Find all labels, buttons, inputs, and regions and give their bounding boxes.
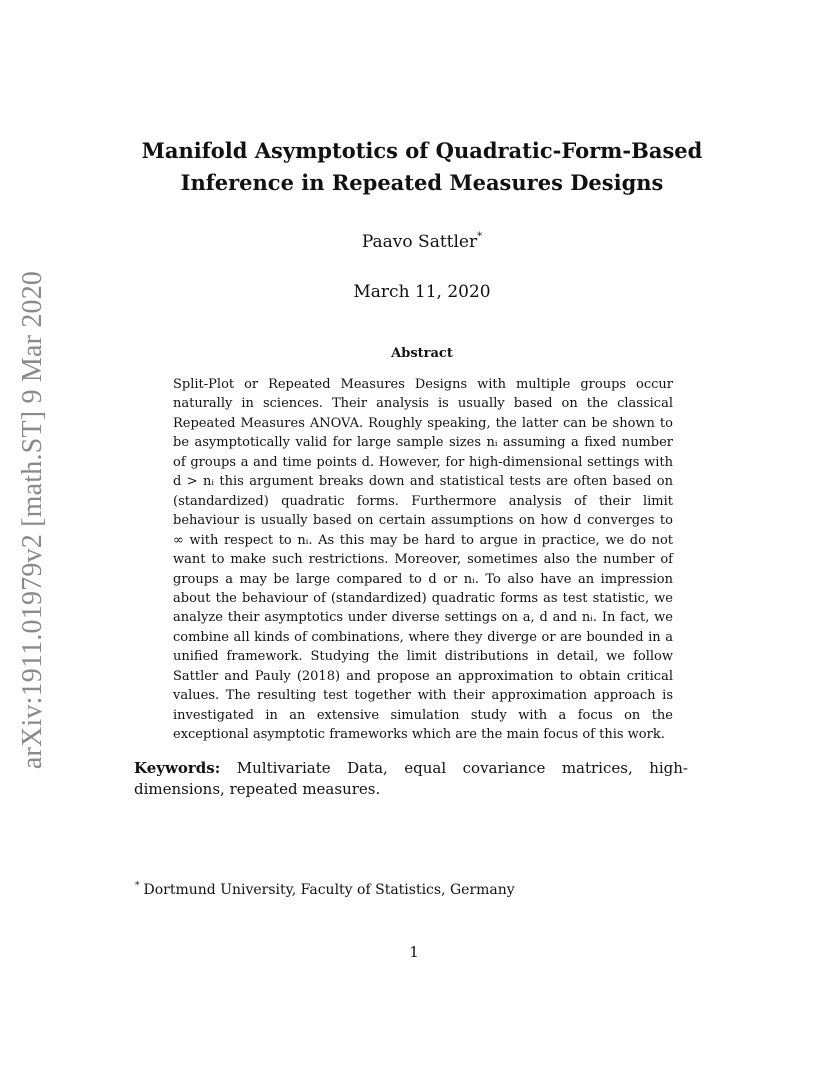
page-number: 1	[409, 943, 419, 961]
footnote-mark: *	[135, 881, 140, 891]
arxiv-identifier-stamp	[8, 270, 58, 770]
paper-title: Manifold Asymptotics of Quadratic-Form-Based Inference in Repeated Measures Designs	[141, 138, 703, 195]
arxiv-identifier-text: arXiv:1911.01979v2 [math.ST] 9 Mar 2020	[17, 270, 48, 770]
abstract-body: Split-Plot or Repeated Measures Designs with multiple groups occur naturally in sciences. Their analysis is usually based on the classical Repeated Measures ANOVA. Roughly speaking, the latter can be shown to be asymptotically valid for large sample sizes nᵢ assuming a fixed number of groups a and time points d. However, for high-dimensional settings with d > nᵢ this argument breaks down and statistical tests are often based on (standardized) quadratic forms. Furthermore analysis of their limit behaviour is usually based on certain assumptions on how d converges to ∞ with respect to nᵢ. As this may be hard to argue in practice, we do not want to make such restrictions. Moreover, sometimes also the number of groups a may be large compared to d or nᵢ. To also have an impression about the behaviour of (standardized) quadratic forms as test statistic, we analyze their asymptotics under diverse settings on a, d and nᵢ. In fact, we combine all kinds of combinations, where they diverge or are bounded in a unified framework. Studying the limit distributions in detail, we follow Sattler and Pauly (2018) and propose an approximation to obtain critical values. The resulting test together with their approximation approach is investigated in an extensive simulation study with a focus on the exceptional asymptotic frameworks which are the main focus of this work.	[173, 377, 673, 743]
paper-date: March 11, 2020	[353, 282, 491, 302]
keywords-text: Multivariate Data, equal covariance matrices, high-dimensions, repeated measures.	[134, 759, 688, 798]
keywords-line	[134, 758, 688, 800]
author-footnote-mark: *	[477, 231, 483, 242]
affiliation-footnote	[135, 882, 695, 898]
footnote-text: Dortmund University, Faculty of Statistics, Germany	[143, 882, 515, 898]
author-line	[130, 232, 714, 252]
keywords-label: Keywords:	[134, 759, 221, 777]
author-name: Paavo Sattler	[361, 232, 478, 252]
abstract-heading: Abstract	[391, 346, 453, 361]
